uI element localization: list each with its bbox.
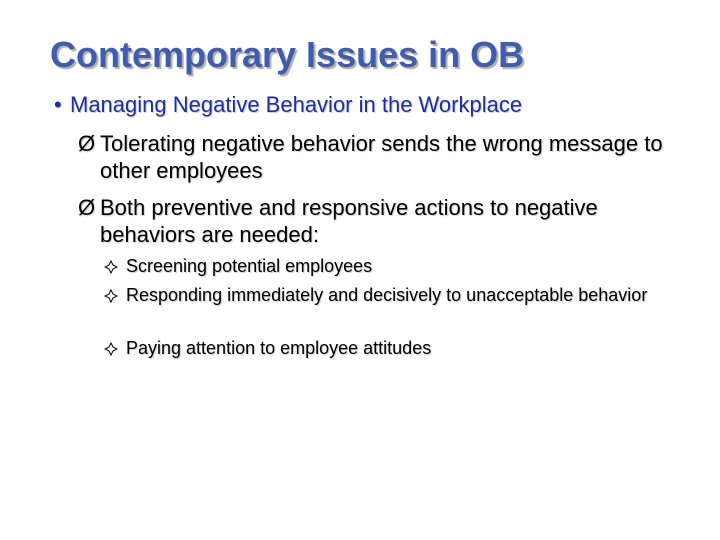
sub-bullet-item <box>78 130 678 184</box>
arrow-bullet-icon: Ø <box>78 195 96 220</box>
diamond-bullet-icon <box>104 260 118 274</box>
arrow-bullet-icon: Ø <box>78 131 96 156</box>
main-bullet-text: Managing Negative Behavior in the Workplace <box>70 92 523 117</box>
sub-bullet-item <box>78 194 678 248</box>
diamond-bullet-icon <box>104 342 118 356</box>
sub-sub-bullet-text: Responding immediately and decisively to unacceptable behavior <box>126 285 648 305</box>
main-bullet-item <box>54 92 522 118</box>
sub-bullet-text: Both preventive and responsive actions to negative behaviors are needed: <box>100 195 598 247</box>
sub-sub-bullet-item <box>104 284 664 306</box>
slide-title: Contemporary Issues in OB <box>50 34 525 75</box>
bullet-dot-icon: • <box>54 92 62 117</box>
sub-bullet-text: Tolerating negative behavior sends the wrong message to other employees <box>100 131 663 183</box>
sub-sub-bullet-text: Paying attention to employee attitudes <box>126 338 432 358</box>
sub-sub-bullet-item <box>104 337 664 359</box>
sub-sub-bullet-item <box>104 255 664 277</box>
sub-sub-bullet-text: Screening potential employees <box>126 256 373 276</box>
diamond-bullet-icon <box>104 289 118 303</box>
